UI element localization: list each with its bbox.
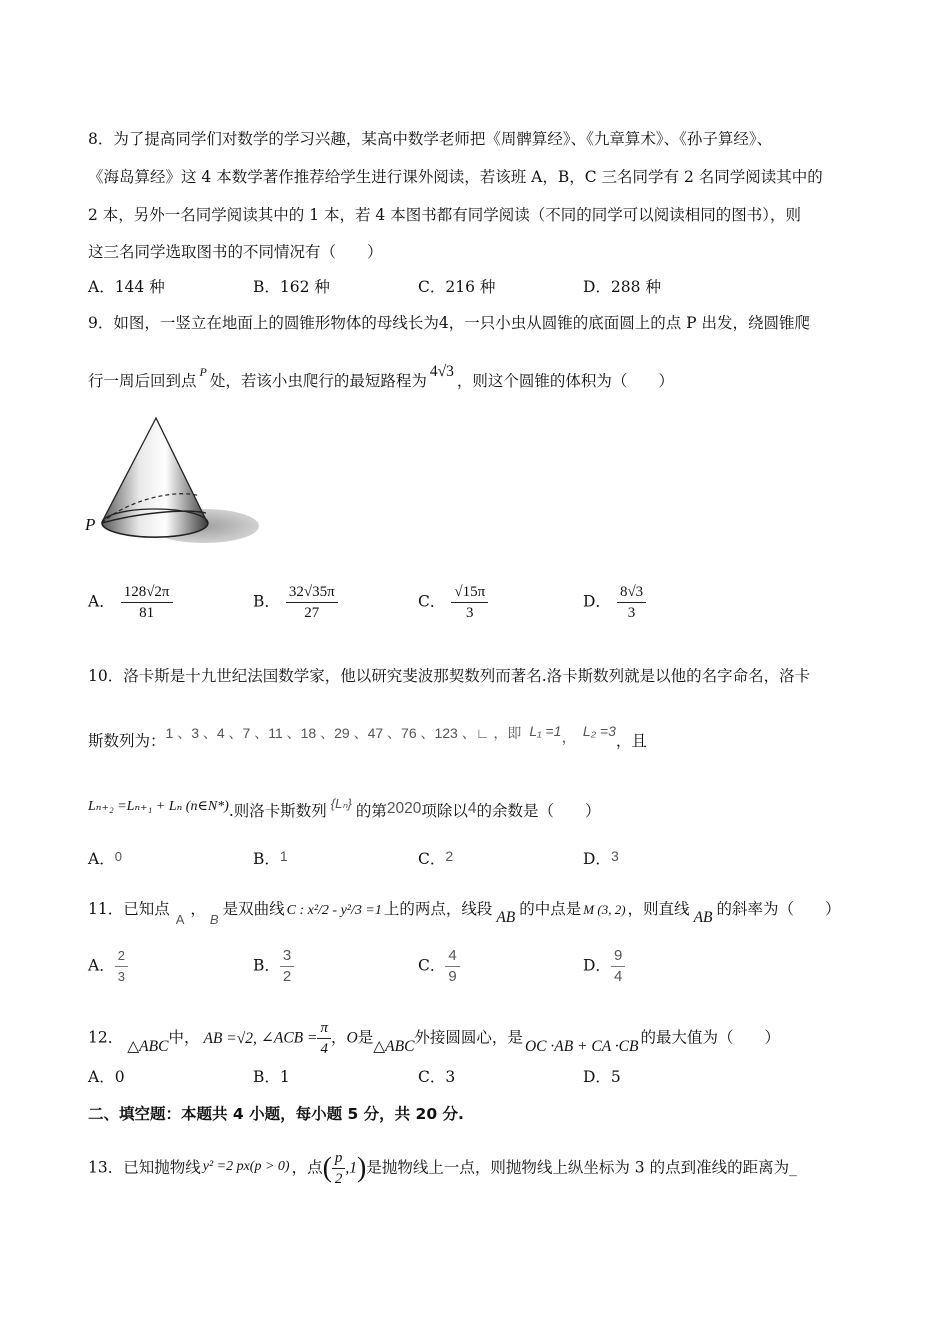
q10-option-a-label: A． [88,850,115,868]
q11-mid3: 的中点是 [519,900,582,918]
q11-option-c [418,946,460,987]
q10-and: ，且 [615,732,647,750]
q10-option-d-label: D． [583,850,611,868]
q12-angle-frac [317,1018,331,1059]
q10-option-a-value: 0 [114,849,122,864]
q12-triangle: △ABC [127,1037,169,1055]
q12-option-b: B．1 [253,1068,290,1086]
q11-option-b-den: 2 [282,968,292,985]
q9-option-a-num: 128√2π [121,582,173,603]
q10-seq-name: {Lₙ} [330,796,352,811]
q13-line: 13．已知抛物线 y² =2 px(p > 0) ，点( $\frac{p}{2}$ ,1)是抛物线上一点，则抛物线上纵坐标为 3 的点到准线的距离为_ [88,1150,797,1187]
q8-option-b: B．162 种 [253,278,330,296]
q13-end: 是抛物线上一点，则抛物线上纵坐标为 3 的点到准线的距离为_ [366,1158,797,1177]
q9-option-d-num: 8√3 [617,582,646,603]
q10-option-a [88,848,122,871]
cone-point-label: P [85,515,96,534]
q10-line3-end3: 的余数是（ ） [476,802,601,820]
q12-option-c: C．3 [418,1068,456,1086]
q9-line2-e: ，则这个圆锥的体积为（ ） [456,372,674,390]
q9-option-d-label: D． [583,592,611,611]
q11-option-d-den: 4 [613,968,623,985]
q9-option-a-frac [121,582,173,623]
q9-option-d [583,582,646,623]
q11-option-c-den: 9 [448,968,457,985]
q11-mid1: 是双曲线 [222,900,285,918]
q12-end: 的最大值为（ ） [640,1028,780,1047]
q10-option-c-label: C． [418,850,446,868]
q9-option-b-label: B． [253,592,280,611]
q10-option-b-label: B． [253,850,280,868]
q9-option-b-den: 27 [304,605,320,621]
q10-line3-end2: 项除以 [421,802,468,820]
q12-option-a: A．0 [88,1068,125,1086]
q9-option-c [418,582,488,623]
q9-distance: 4√3 [429,363,454,380]
q12-angle-den: 4 [320,1041,328,1057]
q9-line2-a: 行一周后回到点 [88,372,197,390]
q8-option-a: A．144 种 [88,278,165,296]
q12-zhong: 中， [168,1028,200,1047]
q13-prefix: 13．已知抛物线 [88,1158,201,1177]
section2-title: 二、填空题：本题共 4 小题，每小题 5 分，共 20 分. [88,1105,464,1123]
q12-number: 12． [88,1028,124,1047]
q9-option-d-den: 3 [627,605,636,621]
q11-option-a-label: A． [88,956,115,975]
q11-option-a [88,946,128,987]
q12-cond1: AB =√2, [203,1029,257,1047]
q9-option-a-den: 81 [139,605,155,621]
q11-option-c-num: 4 [445,946,459,967]
q11-line-ab: AB [693,909,713,926]
q9-option-a [88,582,173,623]
q11-line: 11．已知点$_A$，$_B$是双曲线 C : x²/2 - y²/3 =1 上的两点，线段 AB 的中点是 M (3, 2) ，则直线 AB 的斜率为（ ） [88,900,841,927]
q11-midpoint: M (3, 2) [583,902,626,917]
q9-option-b [253,582,338,623]
q11-option-c-frac [445,946,459,987]
q11-mid2: 上的两点，线段 [383,900,493,918]
q10-l2: L₂ =3 [582,723,616,739]
q13-equation: y² =2 px(p > 0) [202,1158,290,1174]
q8-line2: 《海岛算经》这 4 本数学著作推荐给学生进行课外阅读，若该班 A，B，C 三名同学有 2 名同学阅读其中的 [88,168,823,186]
q11-option-a-frac [115,946,128,987]
q9-option-c-num: √15π [451,582,488,603]
q9-line2-c: 处，若该小虫爬行的最短路程为 [209,372,427,390]
q11-option-b [253,946,294,987]
q11-segment: AB [496,909,516,926]
q11-option-c-label: C． [418,956,446,975]
q10-recurrence: Lₙ₊₂ =Lₙ₊₁ + Lₙ (n∈N*) [88,799,229,814]
q13-dian: ，点 [291,1158,323,1177]
q12-triangle2: △ABC [373,1037,415,1055]
q11-prefix: 11．已知点 [88,900,170,918]
q8-option-d: D．288 种 [583,278,661,296]
q11-option-d-frac [611,946,625,987]
q12-expr: OC ·AB + CA ·CB [524,1037,639,1055]
q11-option-d-num: 9 [611,946,625,967]
q13-point-tail: ,1 [345,1159,358,1177]
q10-term: 2020 [386,800,422,817]
q11-curve: C : x²/2 - y²/3 =1 [286,903,382,918]
q9-option-c-label: C． [418,592,446,611]
q9-option-c-den: 3 [466,605,474,621]
q12-circ: 外接圆圆心，是 [414,1028,523,1047]
q9-option-b-frac [286,582,338,623]
q10-line1: 10．洛卡斯是十九世纪法国数学家，他以研究斐波那契数列而著名.洛卡斯数列就是以他的名字命名，洛卡 [88,667,811,685]
q10-l1: L₁ =1 [529,723,562,739]
q12-is: 是 [357,1028,374,1047]
q8-option-c: C．216 种 [418,278,496,296]
q10-line3 [88,796,601,824]
q8-line1: 8．为了提高同学们对数学的学习兴趣，某高中数学老师把《周髀算经》、《九章算术》、《孙子算经》、 [88,130,773,148]
q10-sequence: 1 、3 、4 、7 、11 、18 、29 、47 、76 、123 、∟ ，即 [165,725,522,741]
q10-divisor: 4 [467,800,477,817]
q10-line2: 斯数列为：1 、3 、4 、7 、11 、18 、29 、47 、76 、123 、∟ ，即 L₁ =1， L₂ =3，且 [88,723,647,750]
q11-option-a-den: 3 [117,969,125,984]
q10-option-b [253,848,288,870]
q13-point-frac [332,1148,346,1189]
q8-line4: 这三名同学选取图书的不同情况有（ ） [88,243,383,261]
q12-comma: ， [330,1028,347,1047]
q10-option-b-value: 1 [279,848,288,864]
q12-line [88,1018,780,1059]
q11-option-d-label: D． [583,956,611,975]
q11-option-a-num: 2 [115,946,128,967]
q9-line1: 9．如图，一竖立在地面上的圆锥形物体的母线长为4，一只小虫从圆锥的底面圆上的点 P 出发，绕圆锥爬 [88,314,811,332]
q9-option-a-label: A． [88,592,115,611]
cone-figure [84,412,264,552]
q9-option-c-frac [451,582,488,623]
q11-end: 的斜率为（ ） [716,900,841,918]
q11-option-b-num: 3 [280,946,294,967]
q12-o: O [346,1029,358,1047]
q11-point-b: B [209,912,219,927]
q12-angle: ∠ACB = [260,1029,318,1047]
q11-option-b-label: B． [253,956,280,975]
q9-point-p: P [199,365,207,379]
q11-option-b-frac [280,946,294,987]
q10-option-d-value: 3 [610,848,619,864]
q12-option-d: D．5 [583,1068,621,1086]
q10-line3-end1: 的第 [355,802,387,820]
q11-mid4: ，则直线 [627,900,690,918]
q8-line3: 2 本，另外一名同学阅读其中的 1 本，若 4 本图书都有同学阅读（不同的同学可以阅读相同的图书），则 [88,206,801,224]
q13-point-num: p [332,1148,346,1169]
q10-option-d [583,848,619,870]
q9-option-b-num: 32√35π [286,582,338,603]
q10-option-c [418,848,453,870]
q11-option-d [583,946,625,987]
q12-angle-num: π [317,1018,331,1039]
q9-line2 [88,363,674,393]
q13-point-den: 2 [334,1171,343,1187]
q11-point-a: A [175,912,185,927]
q10-prefix: 斯数列为： [88,732,166,750]
q10-line3-mid: .则洛卡斯数列 [228,802,327,820]
q9-option-d-frac [617,582,646,623]
q10-option-c-value: 2 [445,848,454,864]
